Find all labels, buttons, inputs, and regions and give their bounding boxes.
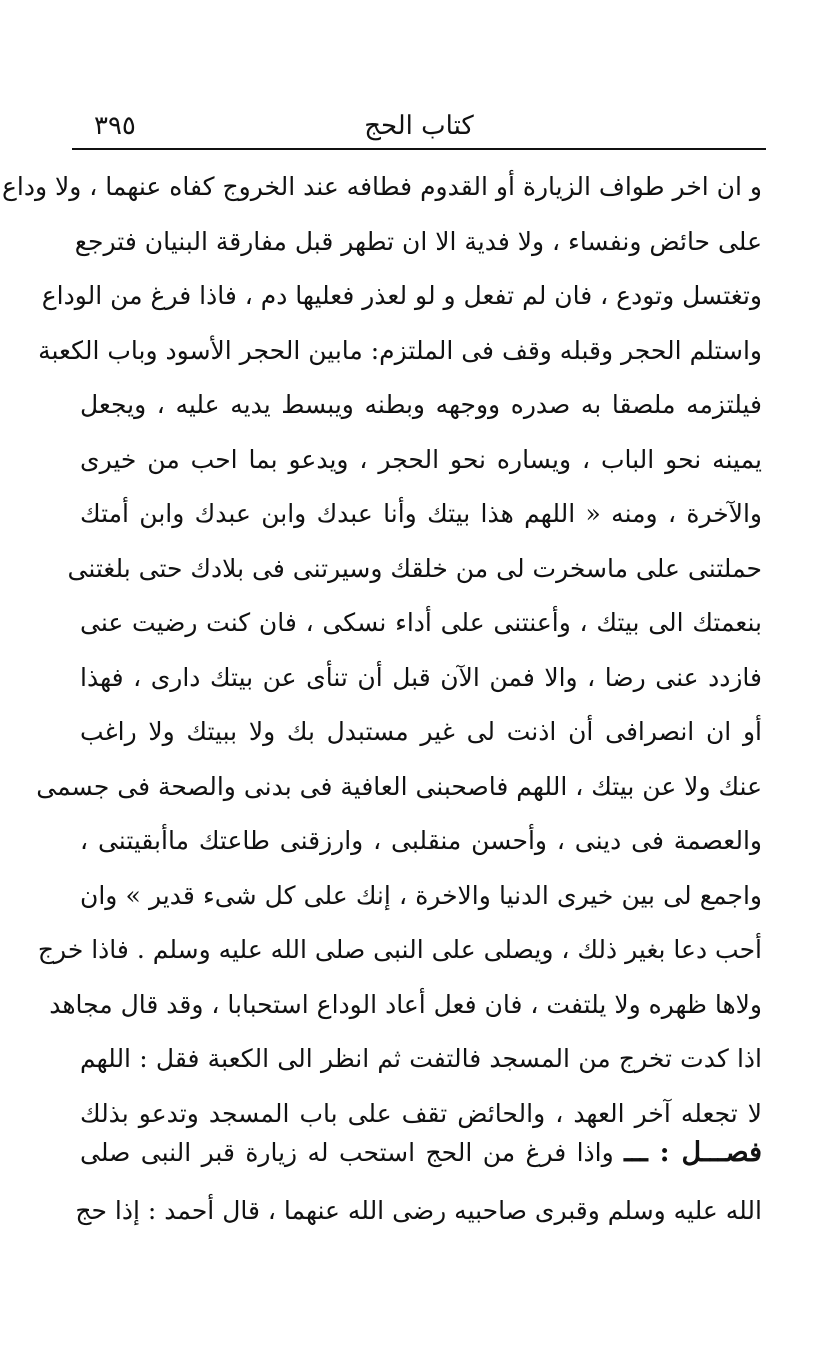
text-line: الله عليه وسلم وقبرى صاحبيه رضى الله عنهما ، قال أحمد : إذا حج (75, 1196, 762, 1225)
text-line: على حائض ونفساء ، ولا فدية الا ان تطهر قبل مفارقة البنيان فترجع (74, 226, 762, 256)
text-line: فيلتزمه ملصقا به صدره ووجهه وبطنه ويبسط يديه عليه ، ويجعل (80, 390, 762, 419)
running-title: كتاب الحج (364, 111, 474, 141)
text-line: والآخرة ، ومنه « اللهم هذا بيتك وأنا عبدك وابن عبدك وابن أمتك (80, 499, 762, 528)
section-fasl (75, 1124, 762, 1240)
page-header (74, 104, 764, 148)
section-first-line (80, 1124, 762, 1182)
body-text (1, 160, 762, 1141)
text-line: عنك ولا عن بيتك ، اللهم فاصحبنى العافية فى بدنى والصحة فى جسمى (36, 771, 762, 801)
text-line: وتغتسل وتودع ، فان لم تفعل و لو لعذر فعليها دم ، فاذا فرغ من الوداع (41, 281, 762, 310)
section-heading: فصـــل : ـــ (624, 1137, 762, 1168)
text-line: فازدد عنى رضا ، والا فمن الآن قبل أن تنأى عن بيتك دارى ، فهذا (80, 662, 762, 692)
text-line: لا تجعله آخر العهد ، والحائض تقف على باب المسجد وتدعو بذلك (80, 1098, 762, 1128)
text-line: حملتنى على ماسخرت لى من خلقك وسيرتنى فى بلادك حتى بلغتنى (67, 553, 762, 583)
header-rule (72, 148, 766, 150)
text-line: ولاها ظهره ولا يلتفت ، فان فعل أعاد الوداع استحبابا ، وقد قال مجاهد (49, 989, 762, 1019)
text-line: أو ان انصرافى أن اذنت لى غير مستبدل بك ولا ببيتك ولا راغب (80, 717, 762, 746)
text-line: يمينه نحو الباب ، ويساره نحو الحجر ، ويدعو بما احب من خيرى (80, 444, 762, 474)
text-line: واجمع لى بين خيرى الدنيا والاخرة ، إنك على كل شىء قدير » وان (80, 880, 762, 910)
text-line: اذا كدت تخرج من المسجد فالتفت ثم انظر الى الكعبة فقل : اللهم (80, 1044, 762, 1073)
text-line: أحب دعا بغير ذلك ، ويصلى على النبى صلى الله عليه وسلم . فاذا خرج (37, 935, 762, 964)
text-line: و ان اخر طواف الزيارة أو القدوم فطافه عند الخروج كفاه عنهما ، ولا وداع (1, 172, 762, 201)
text-line: بنعمتك الى بيتك ، وأعنتنى على أداء نسكى ، فان كنت رضيت عنى (80, 608, 762, 637)
text-line: واستلم الحجر وقبله وقف فى الملتزم: مابين الحجر الأسود وباب الكعبة (38, 335, 762, 365)
section-first-line-text: واذا فرغ من الحج استحب له زيارة قبر النبى صلى (80, 1138, 614, 1167)
text-line: والعصمة فى دينى ، وأحسن منقلبى ، وارزقنى طاعتك ماأبقيتنى ، (80, 826, 762, 855)
page-number: ٣٩٥ (94, 111, 136, 141)
